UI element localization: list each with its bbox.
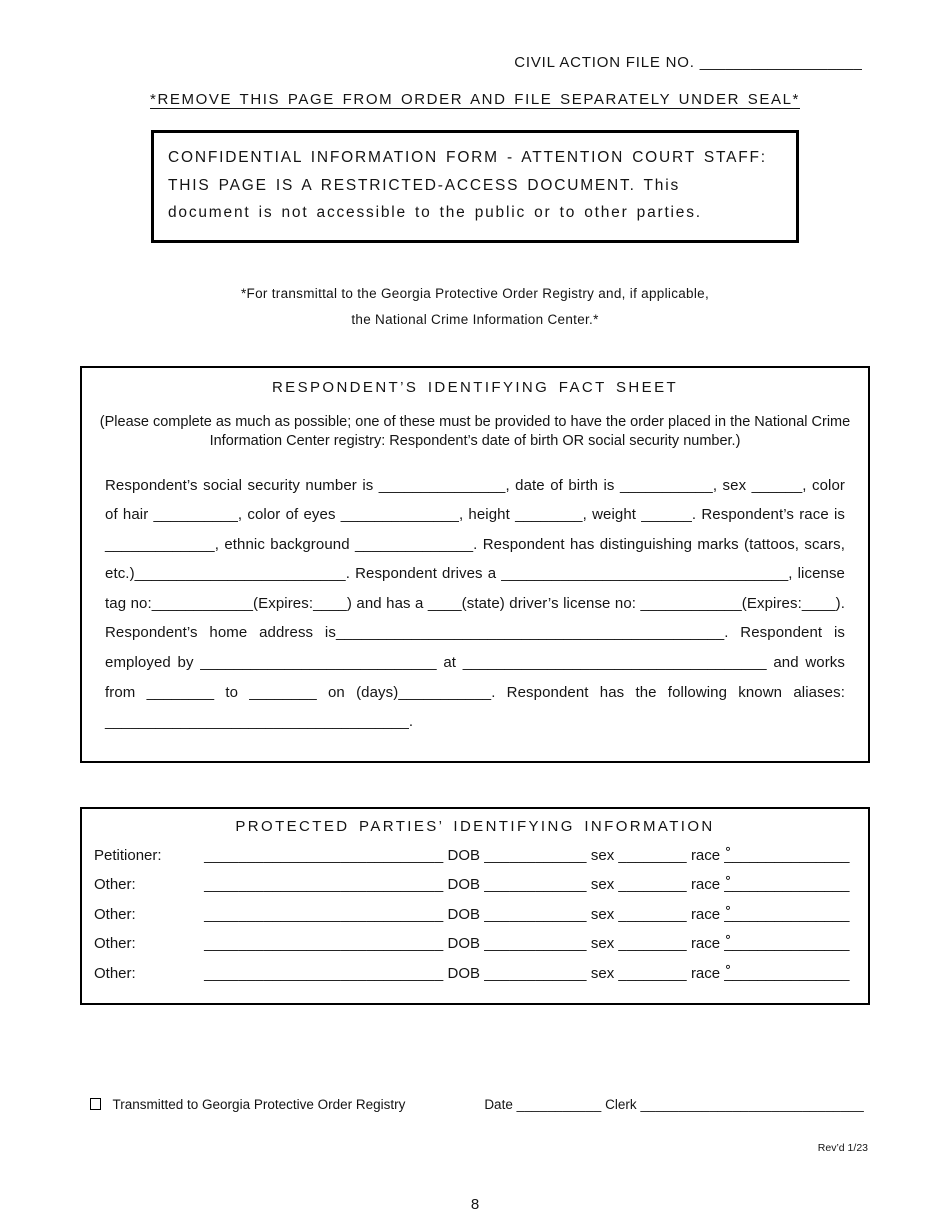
dob-label: DOB — [447, 964, 481, 982]
page-number: 8 — [470, 1196, 480, 1214]
sex-label: sex — [590, 905, 615, 923]
race-label: race — [690, 935, 721, 953]
protected-parties-rows — [94, 841, 856, 989]
party-row-petitioner — [94, 841, 856, 871]
protected-parties-title: PROTECTED PARTIES’ IDENTIFYING INFORMATION — [235, 817, 715, 835]
party-label: Other: — [94, 935, 136, 953]
confidential-notice-box — [151, 130, 799, 243]
transmittal-note — [0, 281, 950, 333]
party-row-other-4 — [94, 959, 856, 989]
registry-transmitted-row — [90, 1097, 405, 1112]
fact-sheet-subtitle: (Please complete as much as possible; one of these must be provided to have the order placed in the National Crime Information Center registry: Respondent’s date of birth OR social security number.) — [99, 413, 851, 449]
dob-label: DOB — [447, 876, 481, 894]
party-row-other-1 — [94, 870, 856, 900]
civil-action-label: CIVIL ACTION FILE NO. — [514, 54, 695, 71]
clerk-label: Clerk — [605, 1097, 637, 1113]
party-sex-blank: ________ — [618, 905, 687, 923]
race-label: race — [690, 846, 721, 864]
registry-transmitted-label: Transmitted to Georgia Protective Order Registry — [112, 1097, 406, 1113]
party-name-blank: ____________________________ — [204, 905, 444, 923]
party-race-blank: ْ_______________ — [724, 964, 850, 982]
party-dob-blank: ____________ — [484, 846, 587, 864]
party-label: Petitioner: — [94, 846, 162, 864]
sex-label: sex — [590, 846, 615, 864]
party-name-blank: ____________________________ — [204, 876, 444, 894]
dob-label: DOB — [447, 935, 481, 953]
fact-sheet-title: RESPONDENT’S IDENTIFYING FACT SHEET — [271, 378, 679, 396]
respondent-fact-sheet-box — [80, 366, 870, 763]
date-label: Date — [484, 1097, 513, 1113]
party-row-other-2 — [94, 900, 856, 930]
party-race-blank: ْ_______________ — [724, 905, 850, 923]
party-name-blank: ____________________________ — [204, 935, 444, 953]
confidential-line-2: THIS PAGE IS A RESTRICTED-ACCESS DOCUMENT. This — [168, 176, 681, 194]
footer-row — [90, 1097, 864, 1112]
race-label: race — [690, 905, 721, 923]
race-label: race — [690, 964, 721, 982]
party-race-blank: ْ_______________ — [724, 935, 850, 953]
party-sex-blank: ________ — [618, 935, 687, 953]
party-dob-blank: ____________ — [484, 876, 587, 894]
party-race-blank: ْ_______________ — [724, 876, 850, 894]
party-name-blank: ____________________________ — [204, 964, 444, 982]
party-sex-blank: ________ — [618, 876, 687, 894]
party-row-other-3 — [94, 929, 856, 959]
party-dob-blank: ____________ — [484, 935, 587, 953]
remove-seal-notice: *REMOVE THIS PAGE FROM ORDER AND FILE SEPARATELY UNDER SEAL* — [150, 91, 800, 108]
date-blank: ___________ — [516, 1097, 602, 1113]
clerk-blank: _____________________________ — [640, 1097, 864, 1113]
sex-label: sex — [590, 964, 615, 982]
date-clerk-line — [484, 1097, 864, 1112]
party-sex-blank: ________ — [618, 964, 687, 982]
party-dob-blank: ____________ — [484, 905, 587, 923]
transmittal-line-2: the National Crime Information Center.* — [351, 311, 599, 327]
sex-label: sex — [590, 935, 615, 953]
party-race-blank: ْ_______________ — [724, 846, 850, 864]
dob-label: DOB — [447, 905, 481, 923]
confidential-line-1: CONFIDENTIAL INFORMATION FORM - ATTENTION COURT STAFF: — [168, 149, 767, 166]
party-label: Other: — [94, 964, 136, 982]
sex-label: sex — [590, 876, 615, 894]
registry-transmitted-checkbox[interactable] — [90, 1098, 101, 1110]
confidential-line-3: document is not accessible to the public or to other parties. — [168, 204, 702, 221]
dob-label: DOB — [447, 846, 481, 864]
fact-sheet-body: Respondent’s social security number is _______________, date of birth is ___________, sex ______, color of hair __________, color of eyes ______________, height ________, weight ______. Respondent’s race is _____________, ethnic background ______________. Respondent has distinguishing marks (tattoos, scars, etc.)_________________________. Respondent drives a __________________________________, license tag no:____________(Expires:____) and has a ____(state) driver’s license no: ____________(Expires:____). Respondent’s home address is______________________________________________. Respondent is employed by ____________________________ at ____________________________________ and works from ________ to ________ on (days)___________. Respondent has the following known aliases: ____________________________________. — [105, 476, 845, 731]
party-name-blank: ____________________________ — [204, 846, 444, 864]
civil-action-line — [0, 0, 950, 71]
transmittal-line-1: *For transmittal to the Georgia Protective Order Registry and, if applicable, — [240, 285, 710, 301]
party-label: Other: — [94, 905, 136, 923]
civil-action-blank: ___________________ — [699, 54, 862, 71]
protected-parties-box — [80, 807, 870, 1006]
party-sex-blank: ________ — [618, 846, 687, 864]
party-label: Other: — [94, 876, 136, 894]
party-dob-blank: ____________ — [484, 964, 587, 982]
race-label: race — [690, 876, 721, 894]
revision-note: Rev’d 1/23 — [817, 1142, 868, 1155]
